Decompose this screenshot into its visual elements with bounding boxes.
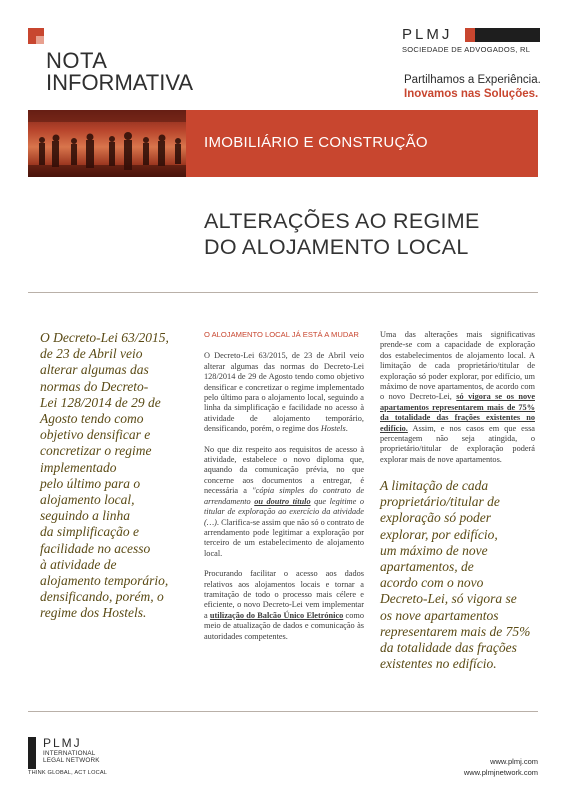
body-emphasis: Hostels — [320, 424, 346, 434]
quote-line: representarem mais de 75% — [380, 623, 531, 639]
lead-line: densificando, porém, o — [40, 589, 164, 605]
lead-line: alojamento temporário, — [40, 573, 169, 589]
network-logo-mark — [28, 737, 36, 769]
logo-red-block — [465, 28, 475, 42]
body-text: No que diz respeito aos requisitos de acesso à atividade, estabelece o novo diploma que, aquando da comunicação prévia, no que concerne aos documentos a entregar, é necessária a — [204, 444, 364, 496]
article-title — [204, 208, 480, 260]
network-line-2: LEGAL NETWORK — [43, 757, 100, 764]
lead-lines — [40, 330, 190, 622]
divider-top — [28, 292, 538, 293]
lead-line: alterar algumas das — [40, 362, 149, 378]
logo-word: PLMJ — [402, 26, 453, 43]
lead-line: de 23 de Abril veio — [40, 346, 143, 362]
footer-links — [430, 756, 538, 778]
divider-bottom — [28, 711, 538, 712]
lead-line: O Decreto-Lei 63/2015, — [40, 330, 169, 345]
body-paragraph — [380, 330, 535, 465]
body-text: Assim, e nos casos em que essa percentagem não seja atingida, o proprietário/titular de exploração poderá explorar mais de nove apartamentos. — [380, 423, 535, 464]
body-text: Procurando facilitar o acesso aos dados relativos aos alojamentos locais e tornar a tramitação de todo o processo mais célere e eficiente, o novo Decreto-Lei vem implementar a — [204, 569, 364, 620]
lead-line: pelo último para o — [40, 475, 141, 491]
lead-line: seguindo a linha — [40, 508, 130, 524]
quote-line: da totalidade das frações — [380, 640, 517, 656]
lead-line: à atividade de — [40, 556, 117, 572]
link-plmj[interactable]: www.plmj.com — [490, 757, 538, 766]
quote-line: acordo com o novo — [380, 575, 484, 591]
crowd-silhouette-image — [28, 110, 186, 177]
quote-line: explorar, por edifício, — [380, 526, 498, 542]
body-quote-underlined: ou doutro título — [254, 496, 311, 506]
body-text: . Clarifica-se assim que não só o contrato de arrendamento pode legitimar a exploração por terceiro de um estabelecimento de alojamento local. — [204, 517, 364, 558]
body-text: como meio de atualização de dados e comunicação às autoridades competentes. — [204, 610, 364, 641]
body-text: . — [345, 424, 348, 434]
lead-line: alojamento local, — [40, 492, 135, 508]
quote-line: os nove apartamentos — [380, 607, 499, 623]
article-title-line: DO ALOJAMENTO LOCAL — [204, 235, 469, 259]
body-quote: que legitime o titular de exploração ao exercício da atividade (…) — [204, 496, 364, 527]
lead-line: objetivo densificar e — [40, 427, 151, 443]
quote-line: Decreto-Lei, só vigora se — [380, 591, 517, 607]
body-underlined: só vigora se os nove apartamentos representarem mais de 75% da totalidade das frações existentes no edifício. — [380, 392, 535, 433]
network-logo-text — [43, 737, 100, 764]
quote-line: A limitação de cada — [380, 478, 489, 493]
lead-line: facilidade no acesso — [40, 540, 151, 556]
quote-line: apartamentos, de — [380, 559, 474, 575]
quote-line: um máximo de nove — [380, 542, 488, 558]
logo-black-bar — [475, 28, 540, 42]
quote-line: exploração só poder — [380, 510, 491, 526]
plmj-network-logo[interactable] — [28, 737, 100, 769]
banner-photo — [28, 110, 186, 276]
column-heading: O ALOJAMENTO LOCAL JÁ ESTÁ A MUDAR — [204, 330, 359, 339]
body-paragraph — [204, 569, 364, 642]
lead-line: concretizar o regime — [40, 443, 152, 459]
corner-decoration — [28, 28, 44, 44]
tagline-experience: Partilhamos a Experiência. — [404, 74, 541, 86]
body-quote: "cópia simples do contrato de arrendamento — [204, 486, 364, 506]
section-title: IMOBILIÁRIO E CONSTRUÇÃO — [204, 134, 428, 151]
lead-line: Agosto tendo como — [40, 411, 144, 427]
lead-line: da simplificação e — [40, 524, 139, 540]
body-underlined: utilização do Balcão Único Eletrónico — [209, 610, 344, 620]
link-plmj-network[interactable]: www.plmjnetwork.com — [463, 768, 538, 777]
nota-heading: NOTA — [46, 48, 108, 73]
quote-line: proprietário/titular de — [380, 494, 500, 510]
column-three — [380, 330, 535, 477]
body-paragraph — [204, 351, 364, 434]
body-text: Uma das alterações mais significativas prende-se com a capacidade de exploração dos estabelecimentos de alojamento local. A limitação de cada proprietário/titular de exploração só poder explorar, por edifício, um máximo de nove apartamentos, de acordo com o novo Decreto-Lei, — [380, 330, 535, 402]
logo-subtitle: SOCIEDADE DE ADVOGADOS, RL — [402, 45, 531, 54]
tagline-solutions: Inovamos nas Soluções. — [404, 88, 539, 100]
lead-paragraph — [40, 330, 190, 622]
plmj-logo[interactable] — [402, 26, 530, 54]
network-line-1: INTERNATIONAL — [43, 750, 96, 757]
column-two — [204, 330, 364, 652]
lead-line: regime dos Hostels. — [40, 605, 147, 621]
pull-quote — [380, 478, 538, 672]
lead-line: normas do Decreto- — [40, 378, 149, 394]
lead-line: implementado — [40, 459, 117, 475]
body-text: O Decreto-Lei 63/2015, de 23 de Abril veio alterar algumas das normas do Decreto-Lei 128/2014 de 29 de Agosto tendo como objetivo densificar e concretizar o regime implementado pelo último para o alojamento local, seguindo a linha da simplificação e facilidade no acesso à atividade de alojamento temporário, densificando, porém, o regime dos — [204, 351, 364, 434]
lead-line: Lei 128/2014 de 29 de — [40, 394, 161, 410]
network-logo-word: PLMJ — [43, 736, 82, 750]
informativa-heading: INFORMATIVA — [46, 70, 194, 95]
article-title-line: ALTERAÇÕES AO REGIME — [204, 209, 480, 233]
body-paragraph — [204, 445, 364, 559]
quote-line: existentes no edifício. — [380, 656, 497, 672]
issue-date: ABRIL 2015 — [42, 267, 86, 276]
network-slogan: THINK GLOBAL, ACT LOCAL — [28, 770, 108, 776]
